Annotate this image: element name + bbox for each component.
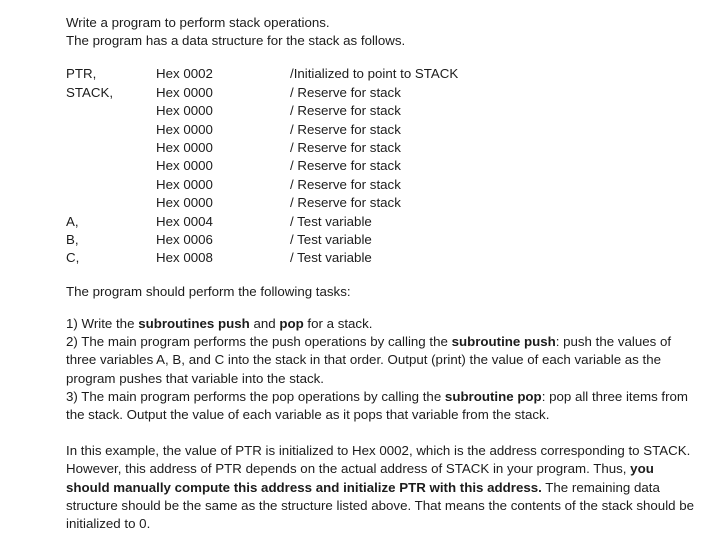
stack-data-structure-table [66,65,458,267]
task-1 [66,315,696,333]
row-value: Hex 0000 [156,121,213,137]
row-value: Hex 0000 [156,176,213,192]
task-list [66,315,696,424]
row-comment: / Test variable [290,231,372,247]
row-label: STACK, [66,84,114,100]
row-value: Hex 0004 [156,213,213,229]
stack-table-row [66,194,458,212]
intro-line: The program has a data structure for the stack as follows. [66,33,406,49]
stack-table-row [66,84,458,102]
row-comment: /Initialized to point to STACK [290,66,459,82]
row-label [66,139,156,157]
assignment-document [66,14,696,533]
task-bold-text: pop [279,315,304,331]
stack-table-row [66,157,458,175]
stack-table-row [66,139,458,157]
row-value: Hex 0006 [156,231,213,247]
row-value: Hex 0002 [156,66,213,82]
task-text: 2) The main program performs the push operations by calling the [66,334,452,350]
intro-line: Write a program to perform stack operations. [66,15,330,30]
row-value: Hex 0000 [156,84,213,100]
row-comment: / Reserve for stack [290,176,401,192]
row-comment: / Reserve for stack [290,158,401,174]
row-value: Hex 0000 [156,195,213,211]
tasks-heading: The program should perform the following tasks: [66,283,351,299]
example-paragraph [66,442,696,533]
stack-table-row [66,249,458,267]
task-text: : push the values of three variables A, B, and C into the stack in that order. Output (print) the value of each variable as the program pushes that variable into the stack. [66,334,672,386]
row-label [66,157,156,175]
intro-section [66,14,696,50]
task-bold-text: subroutines push [138,315,250,331]
row-comment: / Reserve for stack [290,121,401,137]
row-comment: / Reserve for stack [290,103,401,119]
row-label [66,194,156,212]
stack-table-row [66,213,458,231]
row-label [66,121,156,139]
row-comment: / Reserve for stack [290,139,401,155]
row-comment: / Test variable [290,213,372,229]
row-label [66,176,156,194]
row-comment: / Test variable [290,250,372,266]
row-label: A, [66,213,79,229]
row-label: C, [66,250,80,266]
stack-table-row [66,231,458,249]
row-value: Hex 0000 [156,158,213,174]
row-value: Hex 0000 [156,139,213,155]
example-text: The remaining data structure should be the same as the structure listed above. That means the contents of the stack should be initialized to 0. [66,479,695,531]
stack-table-row [66,65,458,83]
task-text: for a stack. [303,315,373,331]
row-label: B, [66,231,79,247]
task-bold-text: subroutine pop [444,388,542,404]
task-2 [66,333,696,388]
example-text: In this example, the value of PTR is initialized to Hex 0002, which is the address corresponding to STACK. However, this address of PTR depends on the actual address of STACK in your program. Thus, [66,443,691,477]
row-comment: / Reserve for stack [290,84,401,100]
task-text: and [249,315,280,331]
row-value: Hex 0008 [156,250,213,266]
task-text: 1) Write the [66,315,139,331]
stack-table-row [66,121,458,139]
task-bold-text: subroutine push [451,334,556,350]
stack-table-row [66,102,458,120]
row-label: PTR, [66,66,97,82]
task-3 [66,388,696,424]
row-comment: / Reserve for stack [290,195,401,211]
row-label [66,102,156,120]
task-text: : pop all three items from the stack. Output the value of each variable as it pops that variable from the stack. [66,388,689,422]
task-text: 3) The main program performs the pop operations by calling the [66,388,445,404]
row-value: Hex 0000 [156,103,213,119]
example-bold-text: you should manually compute this address and initialize PTR with this address. [66,461,654,495]
stack-table-row [66,176,458,194]
